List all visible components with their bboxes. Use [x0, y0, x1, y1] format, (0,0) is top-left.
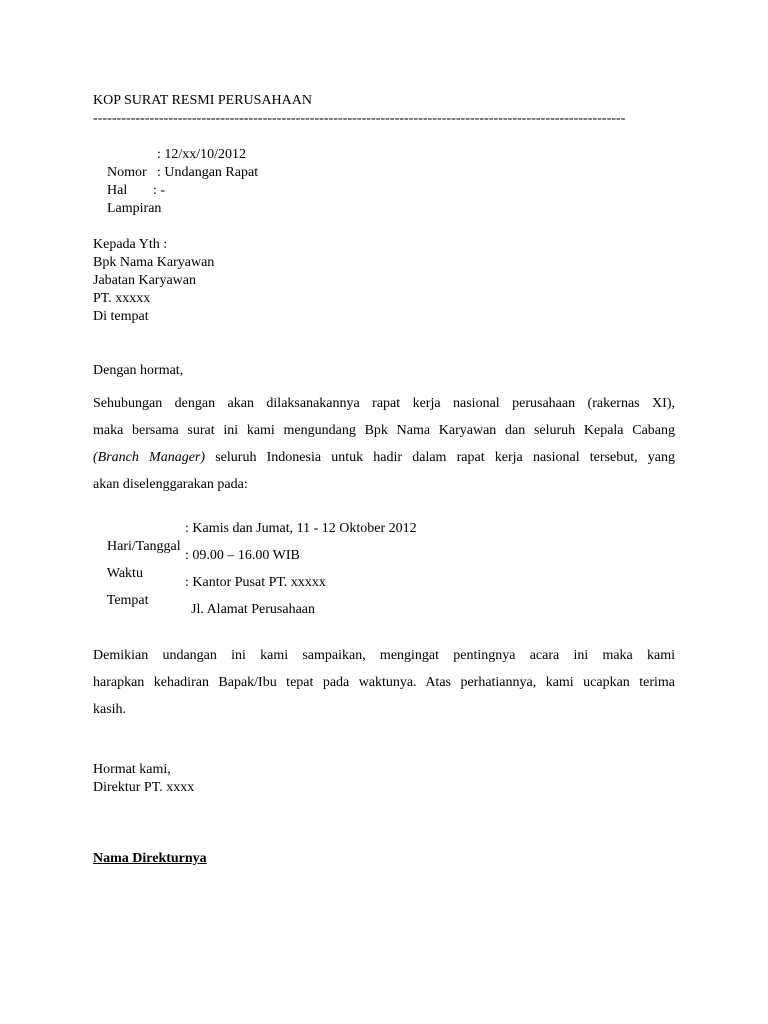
- event-value-date: : Kamis dan Jumat, 11 - 12 Oktober 2012: [185, 521, 417, 536]
- closing-line-3: kasih.: [93, 702, 127, 717]
- meta-value-attachment: : -: [153, 183, 166, 198]
- event-address: Jl. Alamat Perusahaan: [191, 602, 316, 617]
- body-line-2: maka bersama surat ini kami mengundang Bpk Nama Karyawan dan seluruh Kepala Cabang: [93, 423, 675, 438]
- meta-label-number: Nomor: [107, 165, 147, 180]
- body-line-4: akan diselenggarakan pada:: [93, 477, 248, 492]
- event-label-date: Hari/Tanggal: [107, 539, 181, 554]
- meta-label-attachment: Lampiran: [107, 201, 162, 216]
- closing-paragraph: [93, 642, 675, 723]
- meta-value-number: : 12/xx/10/2012: [157, 147, 247, 162]
- letterhead-separator: -----------------------------------------------------------------------------------------------------------------: [93, 111, 626, 126]
- recipient-line-2: Bpk Nama Karyawan: [93, 255, 215, 270]
- event-value-time: : 09.00 – 16.00 WIB: [185, 548, 300, 563]
- event-label-place: Tempat: [106, 593, 149, 608]
- body-italic-term: (Branch Manager): [93, 450, 206, 465]
- meta-label-subject: Hal: [107, 183, 128, 198]
- body-line-1: Sehubungan dengan akan dilaksanakannya rapat kerja nasional perusahaan (rakernas XI),: [93, 396, 675, 411]
- closing-line-2: harapkan kehadiran Bapak/Ibu tepat pada waktunya. Atas perhatiannya, kami ucapkan terima: [93, 675, 675, 690]
- body-paragraph: [93, 390, 675, 498]
- signoff-position: Direktur PT. xxxx: [93, 780, 195, 795]
- closing-line-1: Demikian undangan ini kami sampaikan, mengingat pentingnya acara ini maka kami: [93, 648, 675, 663]
- event-label-time: Waktu: [106, 566, 143, 581]
- body-line-3: [93, 444, 675, 471]
- signoff-regards: Hormat kami,: [93, 762, 171, 777]
- salutation: Dengan hormat,: [93, 363, 184, 378]
- signatory-name: Nama Direkturnya: [93, 851, 207, 866]
- letterhead-title: KOP SURAT RESMI PERUSAHAAN: [93, 93, 312, 108]
- recipient-line-3: Jabatan Karyawan: [93, 273, 197, 288]
- recipient-line-4: PT. xxxxx: [93, 291, 151, 306]
- recipient-line-5: Di tempat: [93, 309, 149, 324]
- event-value-place: : Kantor Pusat PT. xxxxx: [185, 575, 326, 590]
- recipient-line-1: Kepada Yth :: [93, 237, 168, 252]
- meta-value-subject: : Undangan Rapat: [157, 165, 259, 180]
- body-line-3-rest: seluruh Indonesia untuk hadir dalam rapat kerja nasional tersebut, yang: [205, 450, 675, 465]
